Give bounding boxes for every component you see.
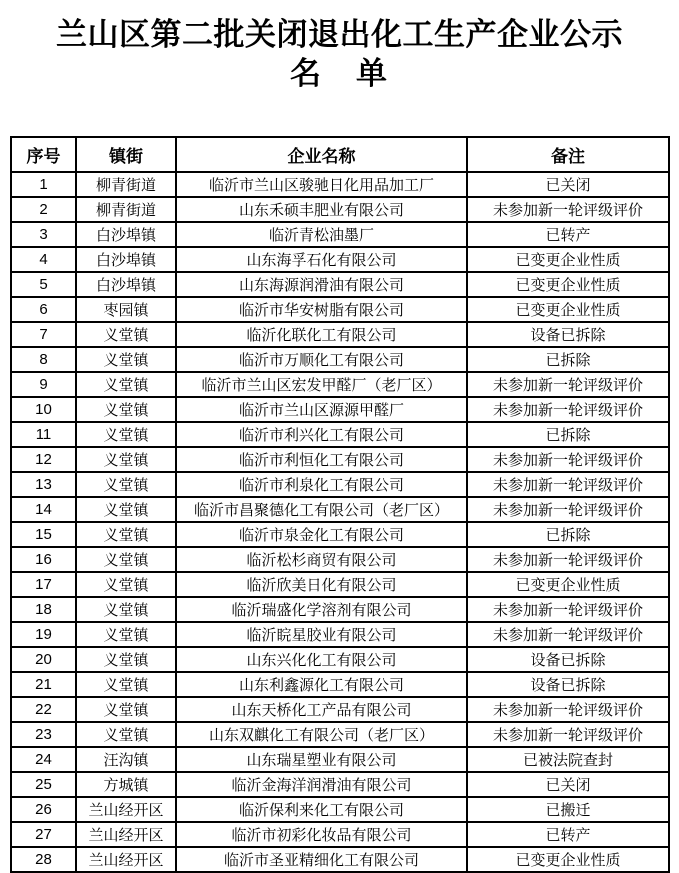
cell-town: 义堂镇 — [76, 572, 176, 597]
cell-company: 临沂市万顺化工有限公司 — [176, 347, 467, 372]
page-title-line1: 兰山区第二批关闭退出化工生产企业公示 — [56, 17, 623, 52]
table-row — [11, 397, 669, 422]
cell-town: 义堂镇 — [76, 672, 176, 697]
cell-company: 临沂欣美日化有限公司 — [176, 572, 467, 597]
cell-town: 义堂镇 — [76, 622, 176, 647]
table-row — [11, 522, 669, 547]
cell-remark: 已转产 — [467, 822, 669, 847]
cell-company: 山东天桥化工产品有限公司 — [176, 697, 467, 722]
cell-seq: 12 — [11, 447, 76, 472]
cell-company: 山东瑞星塑业有限公司 — [176, 747, 467, 772]
cell-company: 临沂市昌聚德化工有限公司（老厂区） — [176, 497, 467, 522]
cell-seq: 4 — [11, 247, 76, 272]
cell-seq: 25 — [11, 772, 76, 797]
cell-town: 义堂镇 — [76, 447, 176, 472]
cell-company: 临沂市利兴化工有限公司 — [176, 422, 467, 447]
table-row — [11, 272, 669, 297]
column-header-remark: 备注 — [467, 137, 669, 172]
cell-company: 临沂市利泉化工有限公司 — [176, 472, 467, 497]
cell-town: 义堂镇 — [76, 497, 176, 522]
cell-company: 临沂市初彩化妆品有限公司 — [176, 822, 467, 847]
cell-town: 汪沟镇 — [76, 747, 176, 772]
cell-remark: 已变更企业性质 — [467, 272, 669, 297]
cell-remark: 未参加新一轮评级评价 — [467, 372, 669, 397]
cell-company: 临沂化联化工有限公司 — [176, 322, 467, 347]
cell-remark: 未参加新一轮评级评价 — [467, 547, 669, 572]
table-row — [11, 722, 669, 747]
table-row — [11, 847, 669, 872]
cell-seq: 1 — [11, 172, 76, 197]
cell-town: 柳青街道 — [76, 172, 176, 197]
table-header-row — [11, 137, 669, 172]
cell-town: 义堂镇 — [76, 547, 176, 572]
page-title-line2: 名 单 — [290, 56, 389, 91]
cell-remark: 未参加新一轮评级评价 — [467, 397, 669, 422]
cell-town: 义堂镇 — [76, 697, 176, 722]
cell-town: 义堂镇 — [76, 597, 176, 622]
column-header-town: 镇街 — [76, 137, 176, 172]
cell-town: 义堂镇 — [76, 522, 176, 547]
cell-seq: 14 — [11, 497, 76, 522]
cell-seq: 20 — [11, 647, 76, 672]
cell-seq: 6 — [11, 297, 76, 322]
cell-seq: 9 — [11, 372, 76, 397]
table-row — [11, 447, 669, 472]
cell-town: 白沙埠镇 — [76, 247, 176, 272]
cell-seq: 10 — [11, 397, 76, 422]
cell-seq: 8 — [11, 347, 76, 372]
cell-seq: 5 — [11, 272, 76, 297]
cell-remark: 已变更企业性质 — [467, 297, 669, 322]
cell-remark: 未参加新一轮评级评价 — [467, 622, 669, 647]
cell-company: 临沂松杉商贸有限公司 — [176, 547, 467, 572]
column-header-seq: 序号 — [11, 137, 76, 172]
cell-town: 兰山经开区 — [76, 822, 176, 847]
cell-remark: 已被法院查封 — [467, 747, 669, 772]
cell-remark: 未参加新一轮评级评价 — [467, 197, 669, 222]
cell-seq: 22 — [11, 697, 76, 722]
cell-company: 山东双麒化工有限公司（老厂区） — [176, 722, 467, 747]
column-header-company: 企业名称 — [176, 137, 467, 172]
cell-seq: 26 — [11, 797, 76, 822]
table-row — [11, 472, 669, 497]
cell-company: 临沂市兰山区宏发甲醛厂（老厂区） — [176, 372, 467, 397]
cell-remark: 已拆除 — [467, 522, 669, 547]
table-row — [11, 597, 669, 622]
table-row — [11, 822, 669, 847]
cell-town: 义堂镇 — [76, 322, 176, 347]
table-row — [11, 672, 669, 697]
table-row — [11, 572, 669, 597]
table-row — [11, 797, 669, 822]
cell-company: 临沂瑞盛化学溶剂有限公司 — [176, 597, 467, 622]
cell-company: 山东海源润滑油有限公司 — [176, 272, 467, 297]
cell-remark: 未参加新一轮评级评价 — [467, 597, 669, 622]
cell-remark: 已变更企业性质 — [467, 247, 669, 272]
cell-remark: 已转产 — [467, 222, 669, 247]
cell-company: 临沂青松油墨厂 — [176, 222, 467, 247]
cell-remark: 已关闭 — [467, 172, 669, 197]
cell-remark: 设备已拆除 — [467, 647, 669, 672]
table-header — [11, 137, 669, 172]
cell-remark: 未参加新一轮评级评价 — [467, 697, 669, 722]
cell-company: 临沂市泉金化工有限公司 — [176, 522, 467, 547]
cell-seq: 23 — [11, 722, 76, 747]
cell-remark: 已拆除 — [467, 347, 669, 372]
cell-company: 临沂睆星胶业有限公司 — [176, 622, 467, 647]
cell-company: 临沂市兰山区骏驰日化用品加工厂 — [176, 172, 467, 197]
cell-remark: 已拆除 — [467, 422, 669, 447]
cell-company: 山东禾硕丰肥业有限公司 — [176, 197, 467, 222]
table-row — [11, 322, 669, 347]
table-row — [11, 197, 669, 222]
cell-town: 义堂镇 — [76, 347, 176, 372]
cell-company: 临沂市圣亚精细化工有限公司 — [176, 847, 467, 872]
table-row — [11, 697, 669, 722]
cell-remark: 未参加新一轮评级评价 — [467, 472, 669, 497]
table-row — [11, 297, 669, 322]
cell-seq: 13 — [11, 472, 76, 497]
enterprise-table — [10, 136, 670, 873]
table-row — [11, 172, 669, 197]
table-row — [11, 622, 669, 647]
cell-town: 白沙埠镇 — [76, 272, 176, 297]
cell-seq: 18 — [11, 597, 76, 622]
cell-company: 山东兴化化工有限公司 — [176, 647, 467, 672]
cell-company: 临沂保利来化工有限公司 — [176, 797, 467, 822]
cell-town: 柳青街道 — [76, 197, 176, 222]
cell-company: 山东利鑫源化工有限公司 — [176, 672, 467, 697]
cell-company: 临沂市利恒化工有限公司 — [176, 447, 467, 472]
cell-seq: 19 — [11, 622, 76, 647]
cell-town: 枣园镇 — [76, 297, 176, 322]
cell-remark: 已变更企业性质 — [467, 572, 669, 597]
cell-company: 临沂市兰山区源源甲醛厂 — [176, 397, 467, 422]
table-row — [11, 222, 669, 247]
table-row — [11, 747, 669, 772]
cell-remark: 未参加新一轮评级评价 — [467, 722, 669, 747]
cell-town: 兰山经开区 — [76, 797, 176, 822]
cell-town: 方城镇 — [76, 772, 176, 797]
cell-town: 义堂镇 — [76, 372, 176, 397]
cell-town: 义堂镇 — [76, 722, 176, 747]
cell-remark: 未参加新一轮评级评价 — [467, 497, 669, 522]
cell-seq: 11 — [11, 422, 76, 447]
cell-seq: 21 — [11, 672, 76, 697]
cell-town: 义堂镇 — [76, 472, 176, 497]
cell-company: 临沂市华安树脂有限公司 — [176, 297, 467, 322]
cell-seq: 28 — [11, 847, 76, 872]
table-row — [11, 422, 669, 447]
table-row — [11, 647, 669, 672]
table-row — [11, 372, 669, 397]
cell-company: 山东海孚石化有限公司 — [176, 247, 467, 272]
cell-seq: 2 — [11, 197, 76, 222]
cell-seq: 27 — [11, 822, 76, 847]
cell-remark: 设备已拆除 — [467, 672, 669, 697]
cell-seq: 3 — [11, 222, 76, 247]
cell-town: 义堂镇 — [76, 647, 176, 672]
cell-seq: 7 — [11, 322, 76, 347]
cell-town: 义堂镇 — [76, 422, 176, 447]
cell-town: 兰山经开区 — [76, 847, 176, 872]
table-row — [11, 772, 669, 797]
cell-company: 临沂金海洋润滑油有限公司 — [176, 772, 467, 797]
table-row — [11, 247, 669, 272]
table-row — [11, 347, 669, 372]
cell-remark: 未参加新一轮评级评价 — [467, 447, 669, 472]
cell-seq: 15 — [11, 522, 76, 547]
table-body — [11, 172, 669, 872]
cell-seq: 16 — [11, 547, 76, 572]
cell-remark: 已变更企业性质 — [467, 847, 669, 872]
table-row — [11, 497, 669, 522]
cell-seq: 17 — [11, 572, 76, 597]
page-title — [0, 16, 679, 94]
cell-remark: 已搬迁 — [467, 797, 669, 822]
cell-town: 义堂镇 — [76, 397, 176, 422]
cell-seq: 24 — [11, 747, 76, 772]
cell-town: 白沙埠镇 — [76, 222, 176, 247]
cell-remark: 已关闭 — [467, 772, 669, 797]
table-row — [11, 547, 669, 572]
cell-remark: 设备已拆除 — [467, 322, 669, 347]
